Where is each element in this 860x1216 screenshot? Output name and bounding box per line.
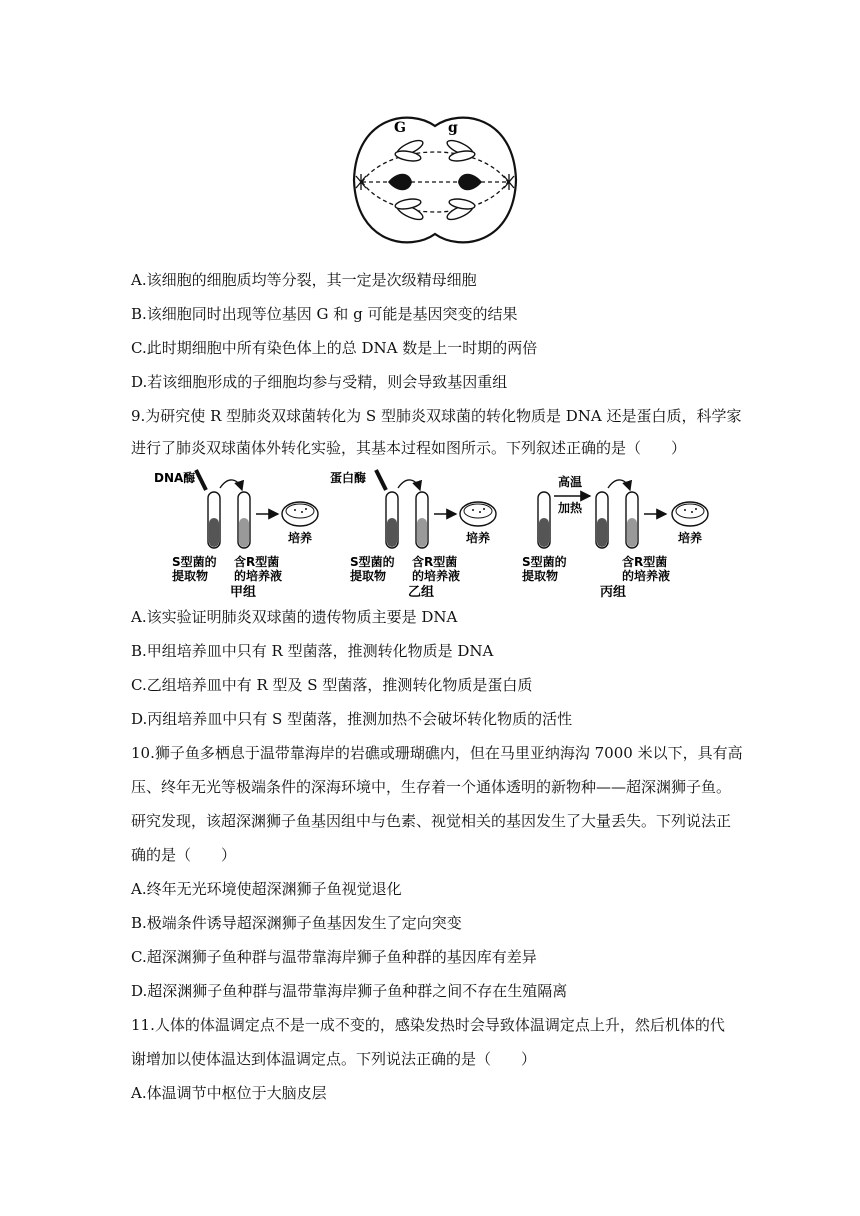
- heat-label-1: 高温: [558, 475, 583, 489]
- q9-option-b: B.甲组培养皿中只有 R 型菌落，推测转化物质是 DNA: [131, 642, 494, 660]
- q9-stem-line-2: 进行了肺炎双球菌体外转化实验，其基本过程如图所示。下列叙述正确的是（ ）: [131, 439, 687, 457]
- group-name: 甲组: [230, 585, 257, 600]
- q10-option-b: B.极端条件诱导超深渊狮子鱼基因发生了定向突变: [131, 914, 462, 932]
- tube1-label-2: 提取物: [350, 569, 387, 583]
- q11-stem-line-2: 谢增加以使体温达到体温调定点。下列说法正确的是（ ）: [131, 1050, 537, 1068]
- dish-label: 培养: [678, 531, 703, 545]
- tube2-label-2: 的培养液: [412, 569, 461, 583]
- tube1-label-1: S型菌的: [172, 555, 217, 569]
- experiment-figure: [140, 462, 740, 602]
- gene-label-G: G: [394, 120, 406, 136]
- q9-option-a: A.该实验证明肺炎双球菌的遗传物质主要是 DNA: [131, 608, 458, 626]
- dish-label: 培养: [466, 531, 491, 545]
- cell-division-figure: [350, 112, 520, 250]
- q10-option-d: D.超深渊狮子鱼种群与温带靠海岸狮子鱼种群之间不存在生殖隔离: [131, 982, 568, 1000]
- dish-label: 培养: [288, 531, 313, 545]
- q9-option-d: D.丙组培养皿中只有 S 型菌落，推测加热不会破坏转化物质的活性: [131, 710, 573, 728]
- tube1-label-2: 提取物: [522, 569, 559, 583]
- enzyme-label: 蛋白酶: [330, 471, 367, 485]
- group-bing: [522, 474, 708, 600]
- q10-stem-line-4: 确的是（ ）: [131, 846, 237, 864]
- q10-stem-line-3: 研究发现，该超深渊狮子鱼基因组中与色素、视觉相关的基因发生了大量丢失。下列说法正: [131, 812, 732, 830]
- q8-option-c: C.此时期细胞中所有染色体上的总 DNA 数是上一时期的两倍: [131, 339, 538, 357]
- tube2-label-1: 含R型菌: [622, 555, 668, 569]
- tube2-label-1: 含R型菌: [412, 555, 458, 569]
- q11-stem-line-1: 11.人体的体温调定点不是一成不变的，感染发热时会导致体温调定点上升，然后机体的代: [131, 1016, 725, 1034]
- tube1-label-1: S型菌的: [350, 555, 395, 569]
- q11-option-a: A.体温调节中枢位于大脑皮层: [131, 1084, 327, 1102]
- gene-label-g: g: [448, 120, 458, 136]
- group-yi: [330, 470, 496, 600]
- q10-option-a: A.终年无光环境使超深渊狮子鱼视觉退化: [131, 880, 402, 898]
- q10-stem-line-1: 10.狮子鱼多栖息于温带靠海岸的岩礁或珊瑚礁内，但在马里亚纳海沟 7000 米以下，具有高: [131, 744, 743, 762]
- tube1-label-1: S型菌的: [522, 555, 567, 569]
- tube2-label-2: 的培养液: [234, 569, 283, 583]
- q9-option-c: C.乙组培养皿中有 R 型及 S 型菌落，推测转化物质是蛋白质: [131, 676, 533, 694]
- q8-option-d: D.若该细胞形成的子细胞均参与受精，则会导致基因重组: [131, 373, 508, 391]
- group-name: 丙组: [600, 585, 627, 600]
- q10-option-c: C.超深渊狮子鱼种群与温带靠海岸狮子鱼种群的基因库有差异: [131, 948, 537, 966]
- q8-option-a: A.该细胞的细胞质均等分裂，其一定是次级精母细胞: [131, 271, 477, 289]
- enzyme-label: DNA酶: [154, 471, 196, 485]
- q10-stem-line-2: 压、终年无光等极端条件的深海环境中，生存着一个通体透明的新物种——超深渊狮子鱼。: [131, 778, 732, 796]
- heat-label-2: 加热: [558, 501, 583, 515]
- q8-option-b: B.该细胞同时出现等位基因 G 和 g 可能是基因突变的结果: [131, 305, 518, 323]
- q9-stem-line-1: 9.为研究使 R 型肺炎双球菌转化为 S 型肺炎双球菌的转化物质是 DNA 还是蛋白质，科学家: [131, 407, 742, 425]
- group-name: 乙组: [408, 585, 435, 600]
- group-jia: [154, 470, 318, 600]
- tube2-label-2: 的培养液: [622, 569, 671, 583]
- tube1-label-2: 提取物: [172, 569, 209, 583]
- tube2-label-1: 含R型菌: [234, 555, 280, 569]
